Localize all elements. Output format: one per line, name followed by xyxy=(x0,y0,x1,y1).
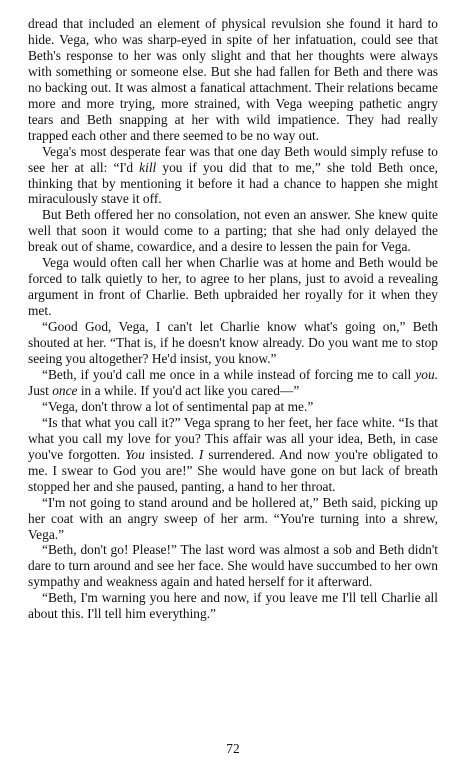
page-number: 72 xyxy=(226,741,240,756)
italic-text: I xyxy=(198,446,204,462)
paragraph-text: “I'm not going to stand around and be hollered at,” Beth said, picking up her coat with an angry sweep of her arm. “You're turning into a shrew, Vega.” xyxy=(28,494,438,542)
paragraph-text: Vega's most desperate fear was that one day Beth would simply refuse to see her at all: “I'd xyxy=(28,143,438,175)
paragraph-text: But Beth offered her no consolation, not even an answer. She knew quite well that soon it would come to a parting; that she had only delayed the break out of shame, cowardice, and a desire to lessen the pain for Vega. xyxy=(28,207,438,255)
paragraph xyxy=(28,495,438,543)
paragraph-text: “Beth, if you'd call me once in a while instead of forcing me to call xyxy=(42,366,416,382)
italic-text: once xyxy=(52,382,78,398)
paragraph xyxy=(28,255,438,319)
paragraph-text: you if you did that to me,” she told Beth once, thinking that by mentioning it before it had a chance to happen she might miraculously stave it off. xyxy=(28,159,439,207)
paragraph-text: Vega would often call her when Charlie was at home and Beth would be forced to talk quietly to her, to agree to her plans, just to avoid a revealing argument in front of Charlie. Beth upbraided her royally for it when they met. xyxy=(28,255,438,319)
book-page xyxy=(28,16,438,756)
paragraph xyxy=(28,319,438,367)
paragraph xyxy=(28,399,438,415)
paragraph xyxy=(28,16,438,144)
paragraph xyxy=(28,590,438,622)
paragraph-text: surrendered. And now you're obligated to me. I swear to God you are!” She would have gone on but lack of breath stopped her and she paused, panting, a hand to her throat. xyxy=(28,446,439,494)
italic-text: You xyxy=(125,446,145,462)
paragraph-text: Just xyxy=(28,382,53,398)
paragraph-text: “Vega, don't throw a lot of sentimental pap at me.” xyxy=(42,398,314,414)
paragraph xyxy=(28,144,438,208)
paragraph-text: “Beth, don't go! Please!” The last word was almost a sob and Beth didn't dare to turn around and see her face. She would have succumbed to her own sympathy and weakness again and hated herself for it afterward. xyxy=(28,542,438,590)
italic-text: kill xyxy=(139,159,157,175)
paragraph-text: “Good God, Vega, I can't let Charlie know what's going on,” Beth shouted at her. “That is, if he doesn't know already. Do you want me to stop seeing you altogether? He'd insist, you know.” xyxy=(28,319,438,367)
paragraph-text: “Is that what you call it?” Vega sprang to her feet, her face white. “Is that what you call my love for you? This affair was all your idea, Beth, in case you've forgotten. xyxy=(28,414,438,462)
paragraph xyxy=(28,367,438,399)
body-text xyxy=(28,16,438,622)
paragraph-text: dread that included an element of physical revulsion she found it hard to hide. Vega, who was sharp-eyed in spite of her infatuation, could see that Beth's response to her was only slight and that her thoughts were always with something or someone else. But she had fallen for Beth and there was no backing out. It was almost a fanatical attachment. Their relations became more and more trying, more strained, with Vega weeping pathetic angry tears and Beth snapping at her with wild impatience. They had really trapped each other and there seemed to be no way out. xyxy=(28,16,438,143)
paragraph-text: in a while. If you'd act like you cared—” xyxy=(77,382,300,398)
italic-text: you. xyxy=(415,366,438,382)
paragraph xyxy=(28,207,438,255)
paragraph-text: insisted. xyxy=(144,446,199,462)
paragraph-text: “Beth, I'm warning you here and now, if you leave me I'll tell Charlie all about this. I'll tell him everything.” xyxy=(28,590,438,622)
paragraph xyxy=(28,542,438,590)
paragraph xyxy=(28,415,438,495)
